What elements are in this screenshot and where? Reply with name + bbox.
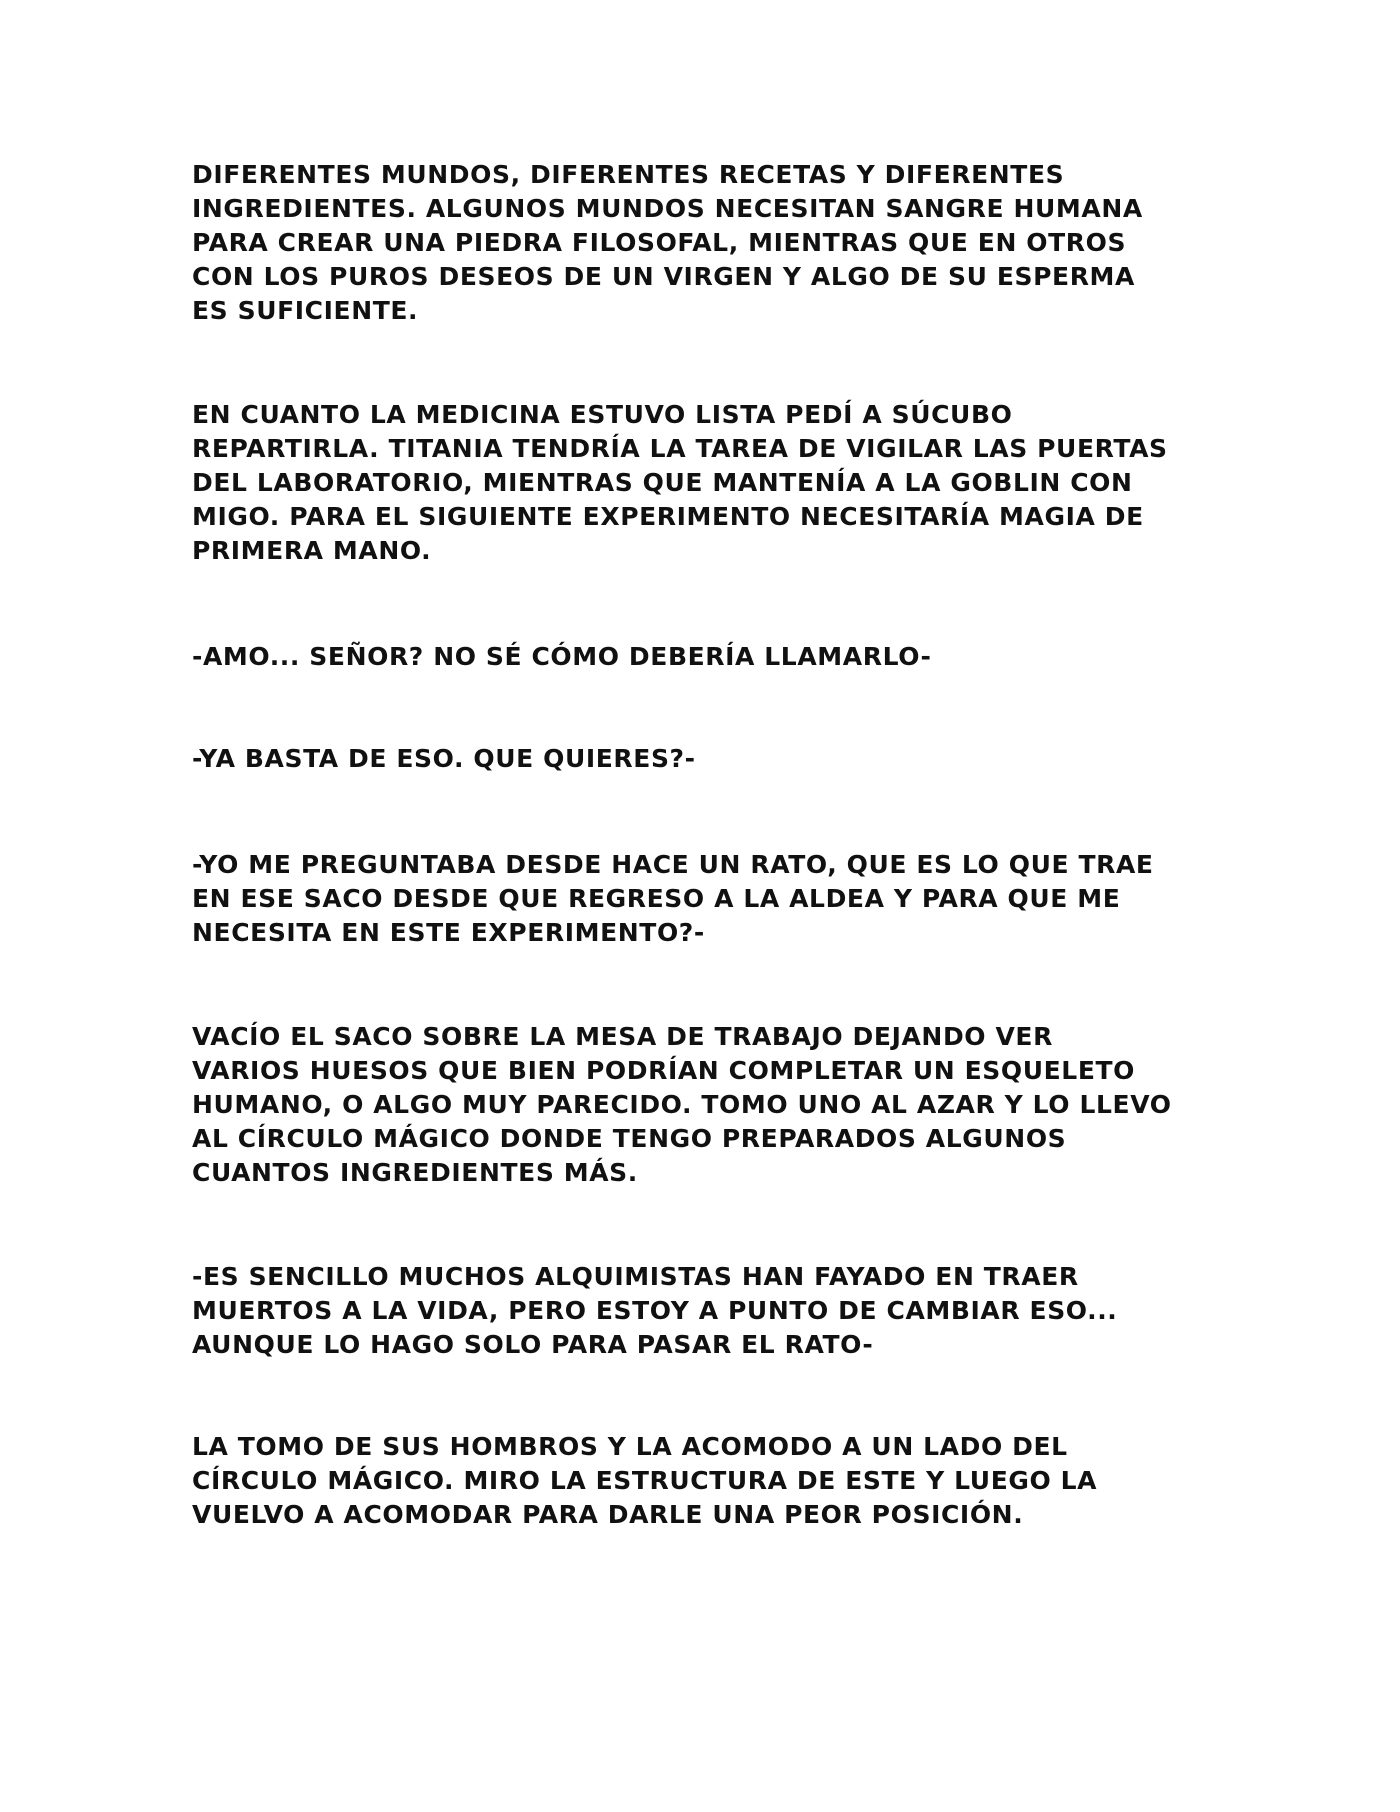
dialogue-how-to-call: -AMO... SEÑOR? NO SÉ CÓMO DEBERÍA LLAMARLO- — [192, 642, 932, 671]
paragraph-different-worlds: DIFERENTES MUNDOS, DIFERENTES RECETAS Y DIFERENTES INGREDIENTES. ALGUNOS MUNDOS NECESITAN SANGRE HUMANA PARA CREAR UNA PIEDRA FILOSOFAL, MIENTRAS QUE EN OTROS CON LOS PUROS DESEOS DE UN VIRGEN Y ALGO DE SU ESPERMA ES SUFICIENTE. — [192, 160, 1143, 325]
dialogue-question-sack: -YO ME PREGUNTABA DESDE HACE UN RATO, QUE ES LO QUE TRAE EN ESE SACO DESDE QUE REGRESO A LA ALDEA Y PARA QUE ME NECESITA EN ESTE EXPERIMENTO?- — [192, 850, 1154, 947]
paragraph-empty-sack: VACÍO EL SACO SOBRE LA MESA DE TRABAJO DEJANDO VER VARIOS HUESOS QUE BIEN PODRÍAN COMPLETAR UN ESQUELETO HUMANO, O ALGO MUY PARECIDO. TOMO UNO AL AZAR Y LO LLEVO AL CÍRCULO MÁGICO DONDE TENGO PREPARADOS ALGUNOS CUANTOS INGREDIENTES MÁS. — [192, 1022, 1172, 1187]
dialogue-alchemists: -ES SENCILLO MUCHOS ALQUIMISTAS HAN FAYADO EN TRAER MUERTOS A LA VIDA, PERO ESTOY A PUNTO DE CAMBIAR ESO... AUNQUE LO HAGO SOLO PARA PASAR EL RATO- — [192, 1262, 1118, 1359]
dialogue-enough: -YA BASTA DE ESO. QUE QUIERES?- — [192, 744, 696, 773]
paragraph-medicine-ready: EN CUANTO LA MEDICINA ESTUVO LISTA PEDÍ A SÚCUBO REPARTIRLA. TITANIA TENDRÍA LA TAREA DE VIGILAR LAS PUERTAS DEL LABORATORIO, MIENTRAS QUE MANTENÍA A LA GOBLIN CON MIGO. PARA EL SIGUIENTE EXPERIMENTO NECESITARÍA MAGIA DE PRIMERA MANO. — [192, 400, 1168, 565]
paragraph-magic-circle: LA TOMO DE SUS HOMBROS Y LA ACOMODO A UN LADO DEL CÍRCULO MÁGICO. MIRO LA ESTRUCTURA DE ESTE Y LUEGO LA VUELVO A ACOMODAR PARA DARLE UNA PEOR POSICIÓN. — [192, 1432, 1098, 1529]
